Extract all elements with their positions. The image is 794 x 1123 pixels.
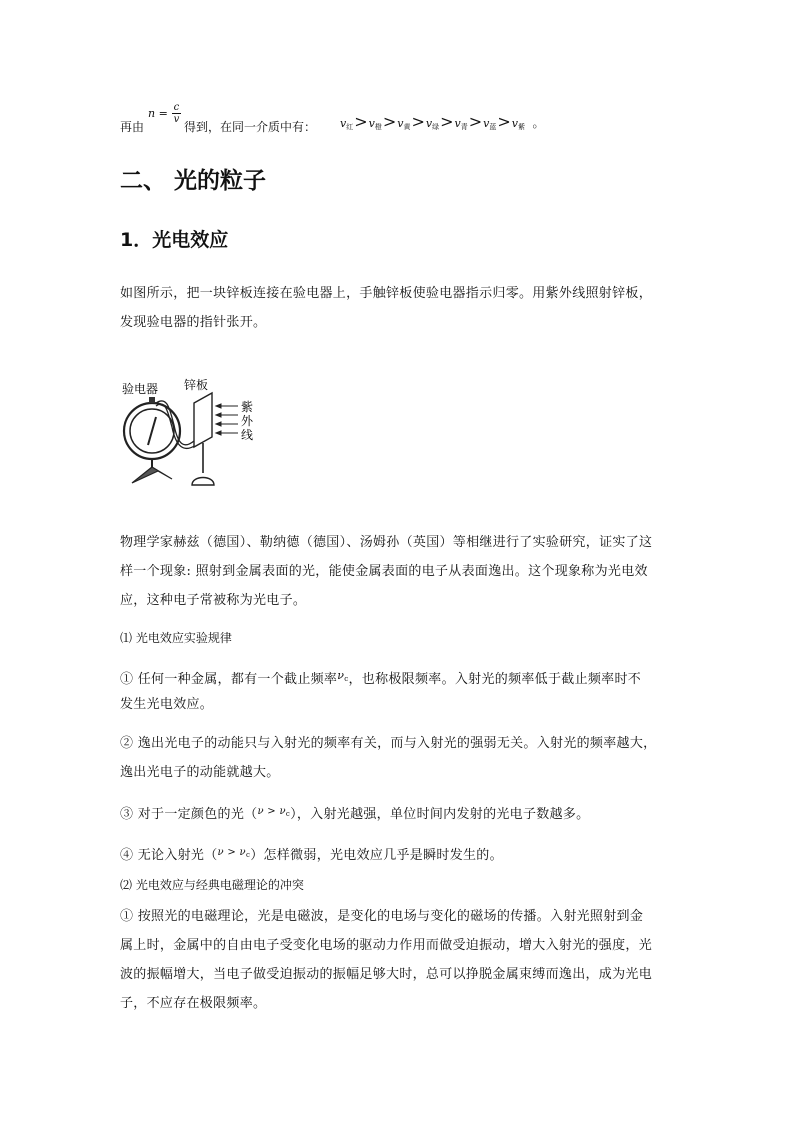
rule-1: ① 任何一种金属，都有一个截止频率$^{\nu c}$，也称极限频率。入射光的频率低于截止频率时不 发生光电效应。: [120, 669, 642, 712]
classical-conflict-heading: ⑵ 光电效应与经典电磁理论的冲突: [120, 878, 304, 892]
formula-middle: 得到，在同一介质中有：: [184, 120, 317, 134]
uv-label-2: 外: [241, 414, 254, 428]
uv-label-1: 紫: [241, 400, 254, 414]
history-paragraph: 物理学家赫兹（德国）、勒纳德（德国）、汤姆孙（英国）等相继进行了实验研究，证实了这 样一个现象: 照射到金属表面的光，能使金属表面的电子从表面逸出。这个现象称为光电效 应，这种电子常被称为光电子。: [120, 535, 653, 608]
electroscope-knob: [149, 397, 155, 403]
refraction-formula: n = $\frac{c}{v}$: [148, 102, 180, 125]
zinc-plate: [194, 393, 212, 447]
uv-label-3: 线: [241, 428, 254, 442]
velocity-chain: $v_红>v_橙>v_黄>v_绿>v_青>v_蓝>v_紫$ 。: [340, 112, 545, 131]
rule-2: ② 逸出光电子的动能只与入射光的频率有关，而与入射光的强弱无关。入射光的频率越大， 逸出光电子的动能就越大。: [120, 736, 657, 780]
subsection-title: 1．光电效应: [120, 229, 229, 251]
intro-paragraph: 如图所示，把一块锌板连接在验电器上，手触锌板使验电器指示归零。用紫外线照射锌板， 发现验电器的指针张开。: [120, 286, 653, 330]
electroscope-diagram: [118, 375, 268, 490]
section-title: 二、 光的粒子: [120, 168, 267, 194]
formula-prefix: 再由: [120, 120, 145, 134]
zinc-plate-label: 锌板: [184, 378, 209, 392]
rule-4: ④ 无论入射光（$^{\nu > \nu c}$）怎样微弱，光电效应几乎是瞬时发生的。: [120, 847, 503, 863]
electroscope-figure: [118, 375, 268, 490]
electroscope-base: [132, 467, 172, 483]
conflict-paragraph: ① 按照光的电磁理论，光是电磁波，是变化的电场与变化的磁场的传播。入射光照射到金 属上时，金属中的自由电子受变化电场的驱动力作用而做受迫振动，增大入射光的强度，光 波的振幅增大，当电子做受迫振动的振幅足够大时，总可以挣脱金属束缚而逸出，成为光电 子，不应存在极限频率。: [120, 909, 653, 1011]
electroscope-label: 验电器: [122, 382, 159, 396]
zinc-plate-base: [192, 478, 214, 486]
electroscope-needle: [148, 417, 156, 445]
uv-arrows: [216, 404, 238, 435]
rule-3: ③ 对于一定颜色的光（$^{\nu > \nu c}$），入射光越强，单位时间内发射的光电子数越多。: [120, 806, 590, 822]
experiment-rules-heading: ⑴ 光电效应实验规律: [120, 631, 232, 645]
